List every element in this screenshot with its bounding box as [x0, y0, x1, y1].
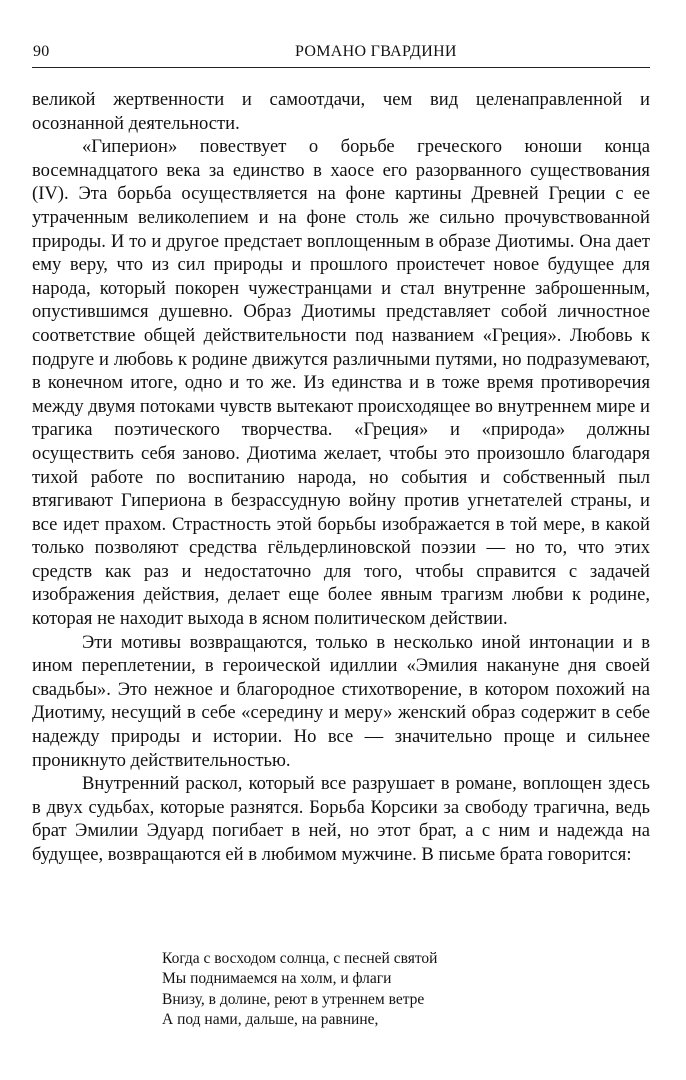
header-rule	[32, 67, 650, 68]
verse-line: Когда с восходом солнца, с песней святой	[162, 950, 438, 967]
paragraph-continuation: великой жертвенности и самоотдачи, чем вид целенаправленной и осознанной деятельности.	[32, 89, 650, 134]
page-number: 90	[33, 43, 50, 60]
page-header	[32, 40, 650, 70]
running-title: РОМАНО ГВАРДИНИ	[295, 43, 457, 60]
body-text	[32, 88, 650, 867]
paragraph-hyperion: «Гиперион» повествует о борьбе греческого юноши конца восемнадцатого века за единство в хаосе его разорванного существования (IV). Эта борьба осуществляется на фоне картины Древней Греции с ее утраченным великолепием и на фоне столь же сильно прочувствованной природы. И то и другое предстает воплощенным в образе Диотимы. Она дает ему веру, что из сил природы и прошлого проистечет новое будущее для народа, который покорен чужестранцами и стал внутренне заброшенным, опустившимся душевно. Образ Диотимы представляет собой личностное соответствие общей действительности под названием «Греция». Любовь к подруге и любовь к родине движутся различными путями, но подразумевают, в конечном итоге, одно и то же. Из единства и в тоже время противоречия между двумя потоками чувств вытекают происходящее во внутреннем мире и трагика поэтического творчества. «Греция» и «природа» должны осуществить себя заново. Диотима желает, чтобы это произошло благодаря тихой работе по воспитанию народа, но события и собственный пыл втягивают Гипериона в безрассудную войну против угнетателей страны, и все идет прахом. Страстность этой борьбы изображается в той мере, в какой только позволяют средства гёльдерлиновской поэзии — но то, что этих средств как раз и недостаточно для того, чтобы справится с задачей изображения действия, делает еще более явным трагизм любви к родине, которая не находит выхода в ясном политическом действии.	[32, 136, 650, 630]
verse-quote	[162, 949, 582, 1031]
verse-line: А под нами, дальше, на равнине,	[162, 1011, 379, 1029]
paragraph-emilia: Эти мотивы возвращаются, только в несколько иной интонации и в ином переплетении, в героической идиллии «Эмилия накануне дня своей свадьбы». Это нежное и благородное стихотворение, в котором похожий на Диотиму, несущий в себе «середину и меру» женский образ содержит в себе надежду природы и истории. Но все — значительно проще и сильнее проникнуто действительностью.	[32, 631, 650, 771]
verse-line: Мы поднимаемся на холм, и флаги	[162, 970, 392, 988]
verse-line: Внизу, в долине, реют в утреннем ветре	[162, 990, 425, 1008]
paragraph-inner-split: Внутренний раскол, который все разрушает в романе, воплощен здесь в двух судьбах, которые разнятся. Борьба Корсики за свободу трагична, ведь брат Эмилии Эдуард погибает в ней, но этот брат, а с ним и надежда на будущее, возвращаются ей в любимом мужчине. В письме брата говорится:	[32, 773, 650, 865]
